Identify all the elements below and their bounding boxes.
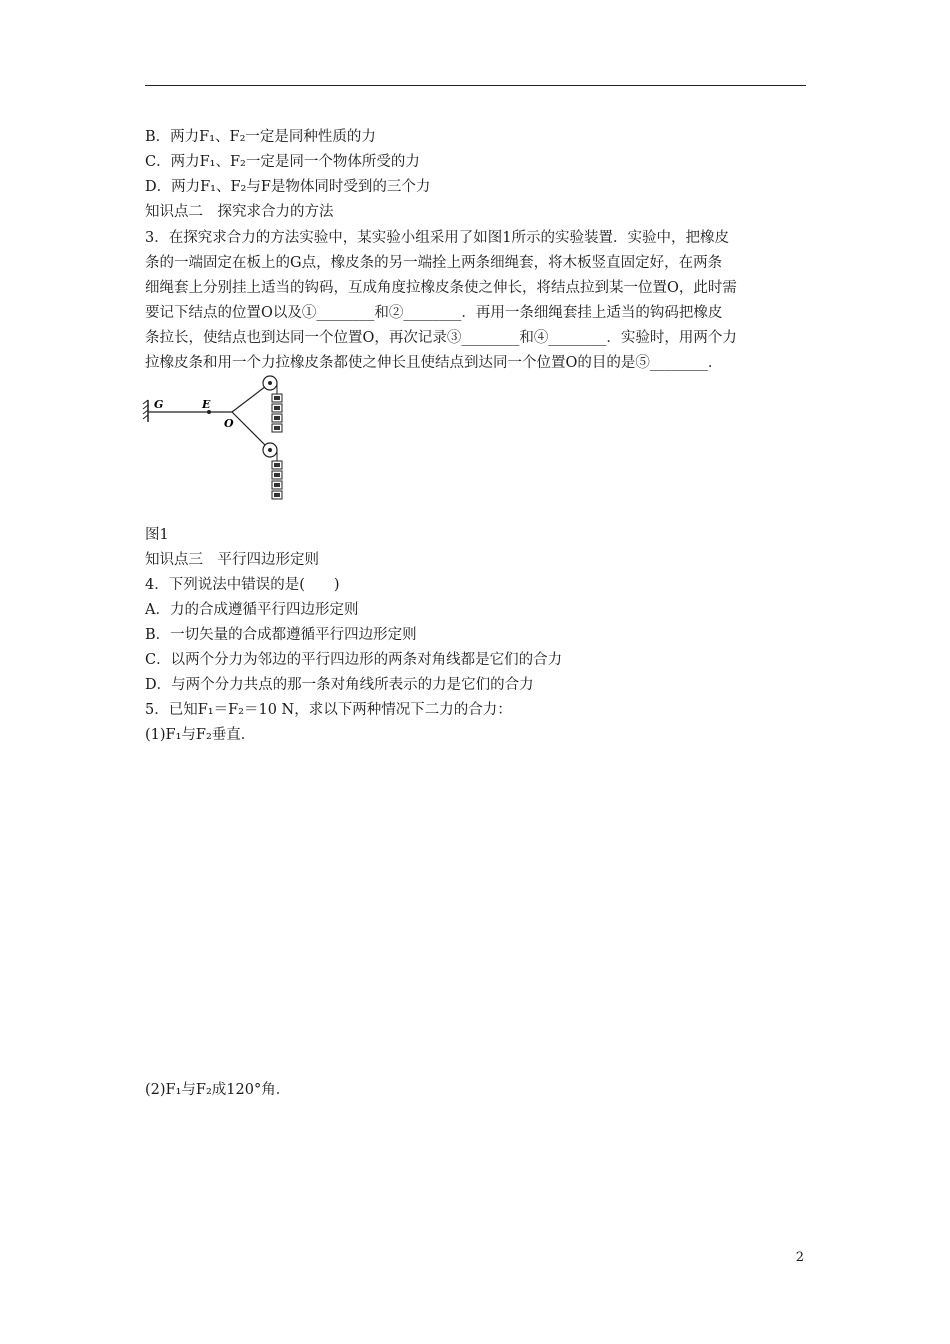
page-number: 2: [795, 1250, 804, 1265]
q4-option-d: D．与两个分力共点的那一条对角线所表示的力是它们的合力: [145, 677, 534, 693]
header-rule: [145, 85, 806, 86]
label-e: E: [202, 398, 211, 411]
question-3-line-3: 细绳套上分别挂上适当的钩码，互成角度拉橡皮条使之伸长，将结点拉到某一位置O，此时需: [145, 280, 737, 296]
q4-option-c: C．以两个分力为邻边的平行四边形的两条对角线都是它们的合力: [145, 652, 563, 668]
q4-option-a: A．力的合成遵循平行四边形定则: [145, 602, 359, 618]
question-5-part-1: (1)F₁与F₂垂直．: [145, 727, 256, 743]
question-3-line-6: 拉橡皮条和用一个力拉橡皮条都使之伸长且使结点到达同一个位置O的目的是⑤________．: [145, 355, 723, 371]
section-heading-3: 知识点三 平行四边形定则: [145, 552, 319, 568]
question-5-part-2: (2)F₁与F₂成120°角．: [145, 1082, 291, 1098]
question-5: 5．已知F₁＝F₂＝10 N，求以下两种情况下二力的合力：: [145, 702, 512, 718]
experiment-figure: [142, 370, 302, 505]
label-g: G: [154, 398, 164, 411]
question-3-line-1: 3．在探究求合力的方法实验中，某实验小组采用了如图1所示的实验装置．实验中，把橡皮: [145, 230, 729, 246]
question-3-line-4: 要记下结点的位置O以及①________和②________．再用一条细绳套挂上适当的钩码把橡皮: [145, 305, 723, 321]
question-3-line-5: 条拉长，使结点也到达同一个位置O，再次记录③________和④________．实验时，用两个力: [145, 330, 737, 346]
figure-caption: 图1: [145, 527, 169, 543]
question-4: 4．下列说法中错误的是( ): [145, 577, 340, 593]
question-3-line-2: 条的一端固定在板上的G点，橡皮条的另一端拴上两条细绳套，将木板竖直固定好，在两条: [145, 255, 723, 271]
section-heading-2: 知识点二 探究求合力的方法: [145, 204, 334, 220]
option-d: D．两力F₁、F₂与F是物体同时受到的三个力: [145, 179, 431, 195]
option-b: B．两力F₁、F₂一定是同种性质的力: [145, 129, 376, 145]
label-o: O: [224, 417, 234, 430]
q4-option-b: B．一切矢量的合成都遵循平行四边形定则: [145, 627, 417, 643]
option-c: C．两力F₁、F₂一定是同一个物体所受的力: [145, 154, 420, 170]
